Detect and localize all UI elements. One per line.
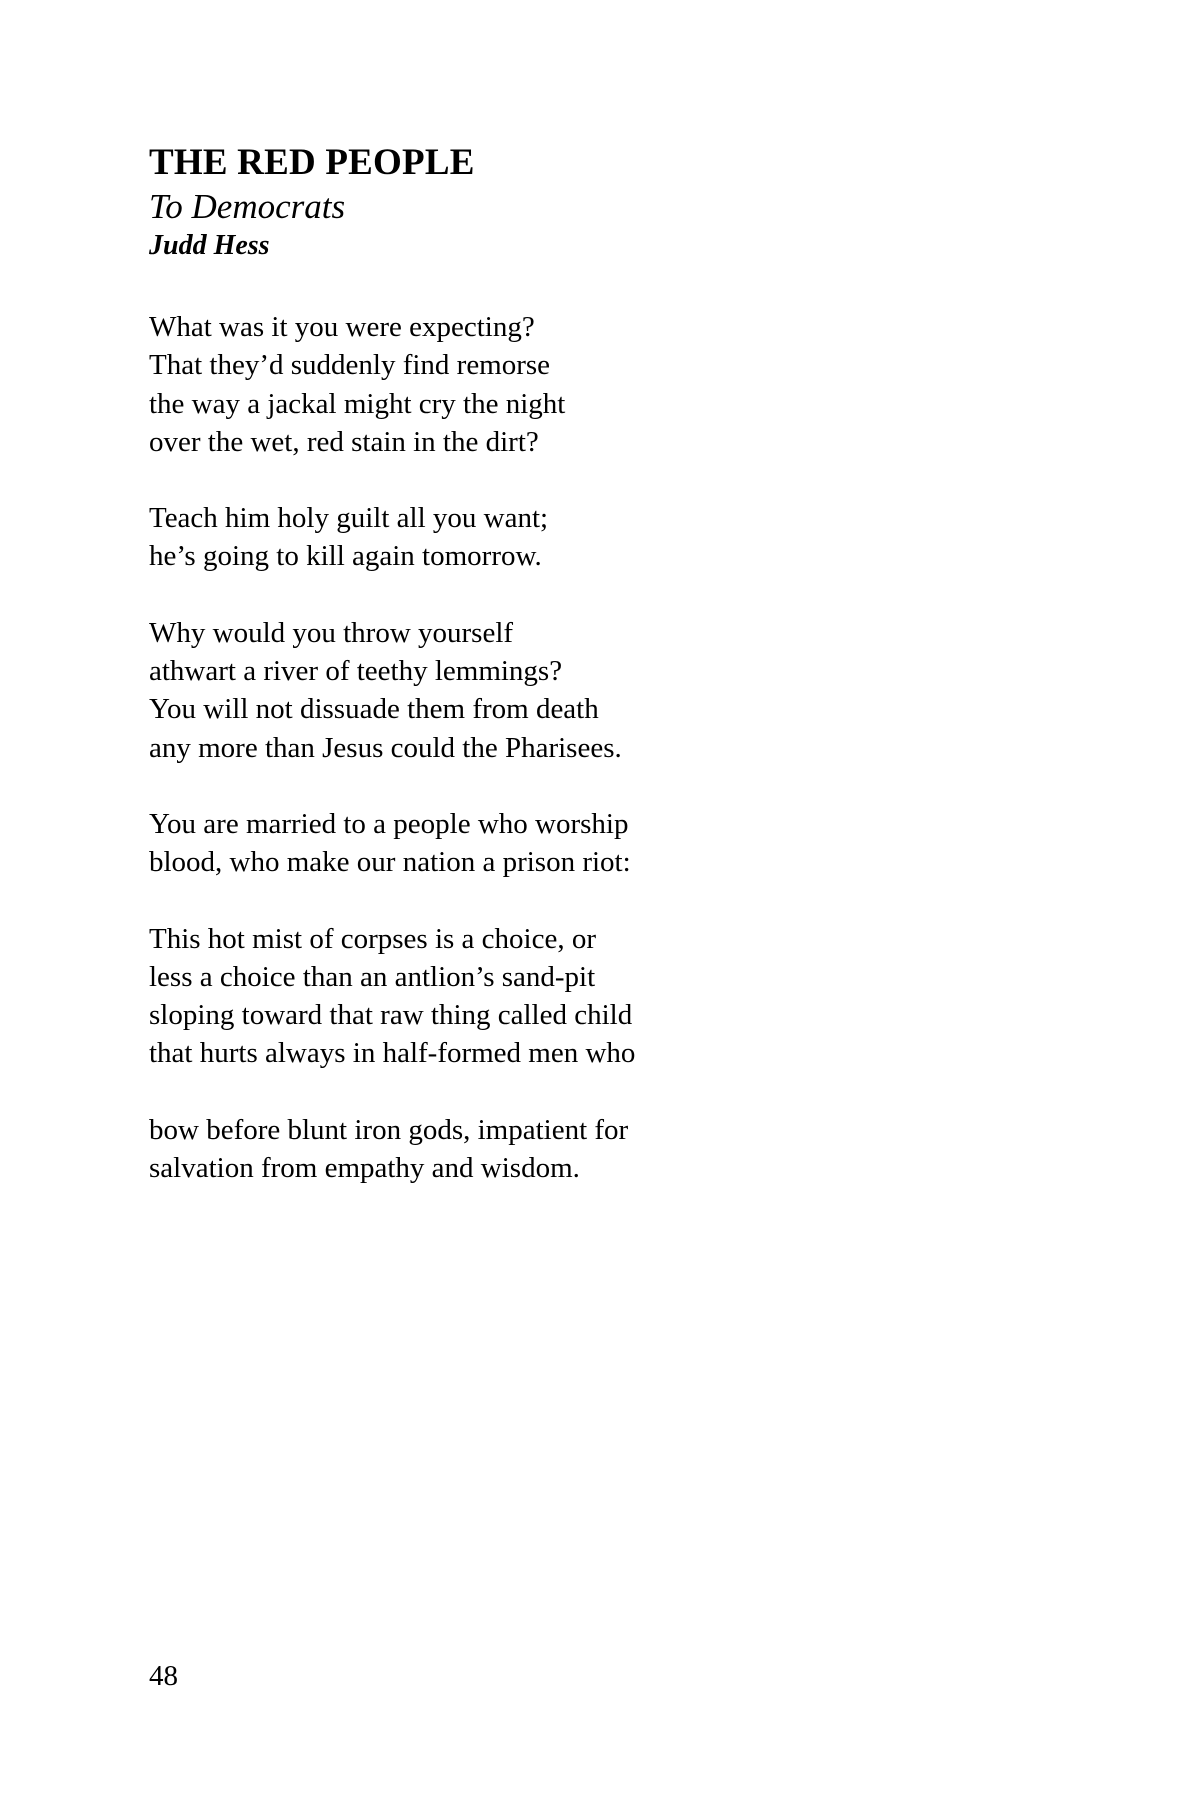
poem-line: Why would you throw yourself (149, 616, 514, 649)
stanza (149, 805, 1049, 882)
poem-line: athwart a river of teethy lemmings? (149, 655, 563, 688)
poem-line: the way a jackal might cry the night (149, 387, 566, 420)
poem-line: less a choice than an antlion’s sand-pit (149, 960, 596, 993)
stanza (149, 499, 1049, 576)
poem-block (149, 140, 1049, 1225)
poem-dedication: To Democrats (149, 187, 346, 226)
poem-line: You are married to a people who worship (149, 807, 629, 840)
stanza (149, 614, 1049, 767)
poem-line: that hurts always in half-formed men who (149, 1037, 636, 1070)
stanza (149, 1111, 1049, 1188)
poem-line: That they’d suddenly find remorse (149, 349, 551, 382)
poem-body (149, 308, 1049, 1187)
poem-line: blood, who make our nation a prison riot: (149, 846, 631, 879)
poem-line: over the wet, red stain in the dirt? (149, 425, 539, 458)
poem-author: Judd Hess (149, 230, 270, 261)
stanza (149, 308, 1049, 461)
page-number: 48 (149, 1660, 178, 1692)
poem-title: THE RED PEOPLE (149, 142, 475, 183)
poem-line: What was it you were expecting? (149, 311, 535, 343)
poem-line: any more than Jesus could the Pharisees. (149, 731, 622, 764)
poem-line: This hot mist of corpses is a choice, or (149, 922, 596, 955)
poem-line: Teach him holy guilt all you want; (149, 502, 549, 535)
poem-line: bow before blunt iron gods, impatient for (149, 1113, 629, 1146)
poem-line: sloping toward that raw thing called child (149, 999, 633, 1032)
poem-line: You will not dissuade them from death (149, 693, 599, 726)
stanza (149, 920, 1049, 1073)
poem-line: he’s going to kill again tomorrow. (149, 540, 542, 573)
poem-line: salvation from empathy and wisdom. (149, 1152, 580, 1185)
